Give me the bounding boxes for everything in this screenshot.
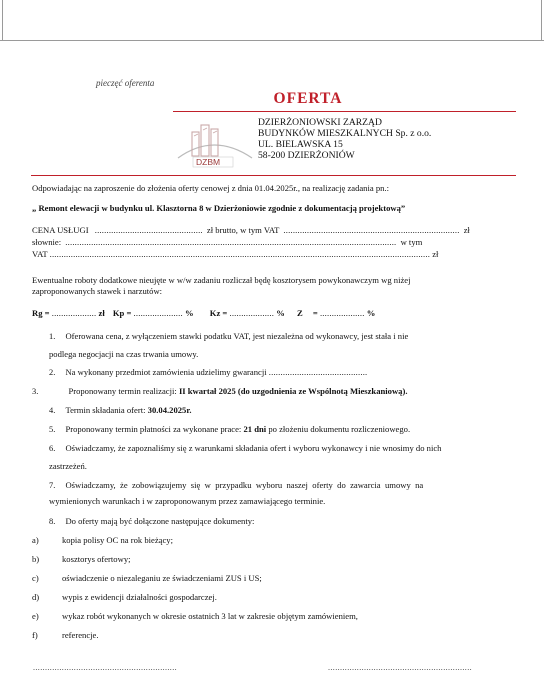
point-5 bbox=[49, 424, 410, 434]
attachment-e bbox=[32, 611, 358, 621]
point-text: Proponowany termin realizacji: bbox=[68, 386, 177, 396]
logo-text: DZBM bbox=[196, 157, 221, 167]
point-7 bbox=[49, 480, 423, 490]
attachment-letter: f) bbox=[32, 630, 38, 640]
point-text: Na wykonany przedmiot zamówienia udzielimy gwarancji bbox=[65, 367, 267, 377]
point-1 bbox=[49, 331, 408, 341]
point-text-post: po złożeniu dokumentu rozliczeniowego. bbox=[268, 424, 411, 434]
recipient-line-1: DZIERŻONIOWSKI ZARZĄD bbox=[258, 117, 382, 128]
stamp-label: pieczęć oferenta bbox=[96, 78, 155, 88]
in-words-label: słownie: bbox=[32, 237, 62, 247]
attachment-text: wykaz robót wykonanych w okresie ostatnich 3 lat w zakresie objętym zamówieniem, bbox=[62, 611, 358, 621]
in-words-end: w tym bbox=[400, 237, 423, 247]
z-equals: = bbox=[312, 308, 318, 318]
attachment-text: kopia polisy OC na rok bieżący; bbox=[62, 535, 173, 545]
point-text-bold: 21 dni bbox=[243, 424, 267, 434]
kz-label: Kz = bbox=[209, 308, 228, 318]
page-corner-right bbox=[541, 0, 542, 40]
point-6 bbox=[49, 443, 441, 453]
task-name: „ Remont elewacji w budynku ul. Klasztorna 8 w Dzierżoniowie zgodnie z dokumentacją projektową” bbox=[32, 203, 406, 213]
attachment-text: wypis z ewidencji działalności gospodarczej. bbox=[62, 592, 217, 602]
attachment-letter: c) bbox=[32, 573, 39, 583]
z-field[interactable]: ................... bbox=[319, 308, 365, 318]
attachment-text: oświadczenie o niezaleganiu ze świadczeniami ZUS i US; bbox=[62, 573, 262, 583]
point-number: 1. bbox=[49, 332, 56, 341]
signature-field[interactable]: ............................................................ bbox=[328, 663, 472, 672]
extra-works-line-1: Ewentualne roboty dodatkowe nieujęte w w/w zadaniu rozliczał będę kosztorysem powykonawczym wg niżej bbox=[32, 275, 411, 285]
point-text: Termin składania ofert: bbox=[65, 405, 146, 415]
price-vat-field[interactable]: ........................................................................... bbox=[283, 225, 460, 235]
in-words-field[interactable]: ............................................................................................................................................. bbox=[65, 237, 397, 247]
attachment-letter: d) bbox=[32, 592, 40, 602]
intro-text: Odpowiadając na zaproszenie do złożenia oferty cenowej z dnia 01.04.2025r., na realizację zadania pn.: bbox=[32, 183, 389, 193]
price-label: CENA USŁUGI bbox=[32, 225, 89, 235]
point-6-cont: zastrzeżeń. bbox=[49, 461, 87, 471]
attachment-letter: a) bbox=[32, 535, 39, 545]
point-8 bbox=[49, 516, 254, 526]
point-number: 8. bbox=[49, 517, 56, 526]
point-3 bbox=[32, 386, 407, 396]
attachment-letter: e) bbox=[32, 611, 39, 621]
vat-field[interactable]: .................................................................................................................................................................. bbox=[49, 249, 431, 259]
recipient-line-3: UL. BIELAWSKA 15 bbox=[258, 139, 343, 150]
kp-unit: % bbox=[185, 308, 194, 318]
point-text-bold: 30.04.2025r. bbox=[147, 405, 192, 415]
point-4 bbox=[49, 405, 192, 415]
document-title: OFERTA bbox=[273, 90, 343, 107]
point-number: 4. bbox=[49, 406, 56, 415]
point-number: 5. bbox=[49, 425, 56, 434]
signature-place-date-field[interactable]: ............................................................ bbox=[33, 663, 177, 672]
warranty-field[interactable]: .......................................... bbox=[268, 367, 368, 377]
kz-field[interactable]: ................... bbox=[229, 308, 275, 318]
point-text: Oferowana cena, z wyłączeniem stawki podatku VAT, jest niezależna od wykonawcy, jest stała i nie bbox=[65, 331, 409, 341]
dzbm-logo bbox=[174, 118, 254, 170]
attachment-text: referencje. bbox=[62, 630, 99, 640]
attachment-text: kosztorys ofertowy; bbox=[62, 554, 131, 564]
point-number: 6. bbox=[49, 444, 56, 453]
page-corner-left bbox=[2, 0, 3, 40]
kz-unit: % bbox=[276, 308, 285, 318]
vat-label: VAT bbox=[32, 249, 48, 259]
rg-label: Rg = bbox=[32, 308, 50, 318]
point-number: 3. bbox=[32, 387, 39, 396]
header-separator bbox=[0, 40, 544, 41]
price-vat-unit: zł bbox=[463, 225, 470, 235]
attachment-a bbox=[32, 535, 173, 545]
recipient-address bbox=[258, 117, 431, 161]
title-rule bbox=[173, 111, 516, 112]
point-2 bbox=[49, 367, 367, 377]
price-line-3 bbox=[32, 249, 438, 259]
point-1-cont: podlega negocjacji na czas trwania umowy. bbox=[49, 349, 199, 359]
rg-unit: zł bbox=[98, 308, 105, 318]
point-number: 7. bbox=[49, 481, 56, 490]
point-text-bold: II kwartał 2025 (do uzgodnienia ze Wspólnotą Mieszkaniową). bbox=[178, 386, 408, 396]
z-unit: % bbox=[366, 308, 376, 318]
extra-works-line-2: zaproponowanych stawek i narzutów: bbox=[32, 286, 163, 296]
recipient-line-4: 58-200 DZIERŻONIÓW bbox=[258, 150, 355, 161]
rg-field[interactable]: ................... bbox=[51, 308, 97, 318]
point-number: 2. bbox=[49, 368, 56, 377]
attachment-b bbox=[32, 554, 131, 564]
vat-unit: zł bbox=[432, 249, 439, 259]
attachment-d bbox=[32, 592, 217, 602]
point-text: Proponowany termin płatności za wykonane prace: bbox=[65, 424, 242, 434]
price-line-1 bbox=[32, 225, 470, 235]
attachment-letter: b) bbox=[32, 554, 40, 564]
kp-field[interactable]: ..................... bbox=[133, 308, 183, 318]
recipient-line-2: BUDYNKÓW MIESZKALNYCH Sp. z o.o. bbox=[258, 128, 432, 139]
address-rule bbox=[31, 175, 516, 176]
price-line-2 bbox=[32, 237, 422, 247]
point-text: Oświadczamy, że zobowiązujemy się w przypadku wyboru naszej oferty do zawarcia umowy na bbox=[65, 480, 424, 490]
attachment-c bbox=[32, 573, 262, 583]
price-gross-field[interactable]: .............................................. bbox=[94, 225, 203, 235]
point-text: Do oferty mają być dołączone następujące dokumenty: bbox=[65, 516, 255, 526]
rates-line bbox=[32, 308, 375, 318]
attachment-f bbox=[32, 630, 99, 640]
z-label: Z bbox=[297, 308, 303, 318]
kp-label: Kp = bbox=[112, 308, 132, 318]
point-text: Oświadczamy, że zapoznaliśmy się z warunkami składania ofert i wyboru wykonawcy i nie wnosimy do nich bbox=[65, 443, 442, 453]
point-7-cont: wymienionych warunkach i w zaproponowanym przez zamawiającego terminie. bbox=[49, 496, 326, 506]
price-gross-unit: zł brutto, w tym VAT bbox=[206, 225, 280, 235]
